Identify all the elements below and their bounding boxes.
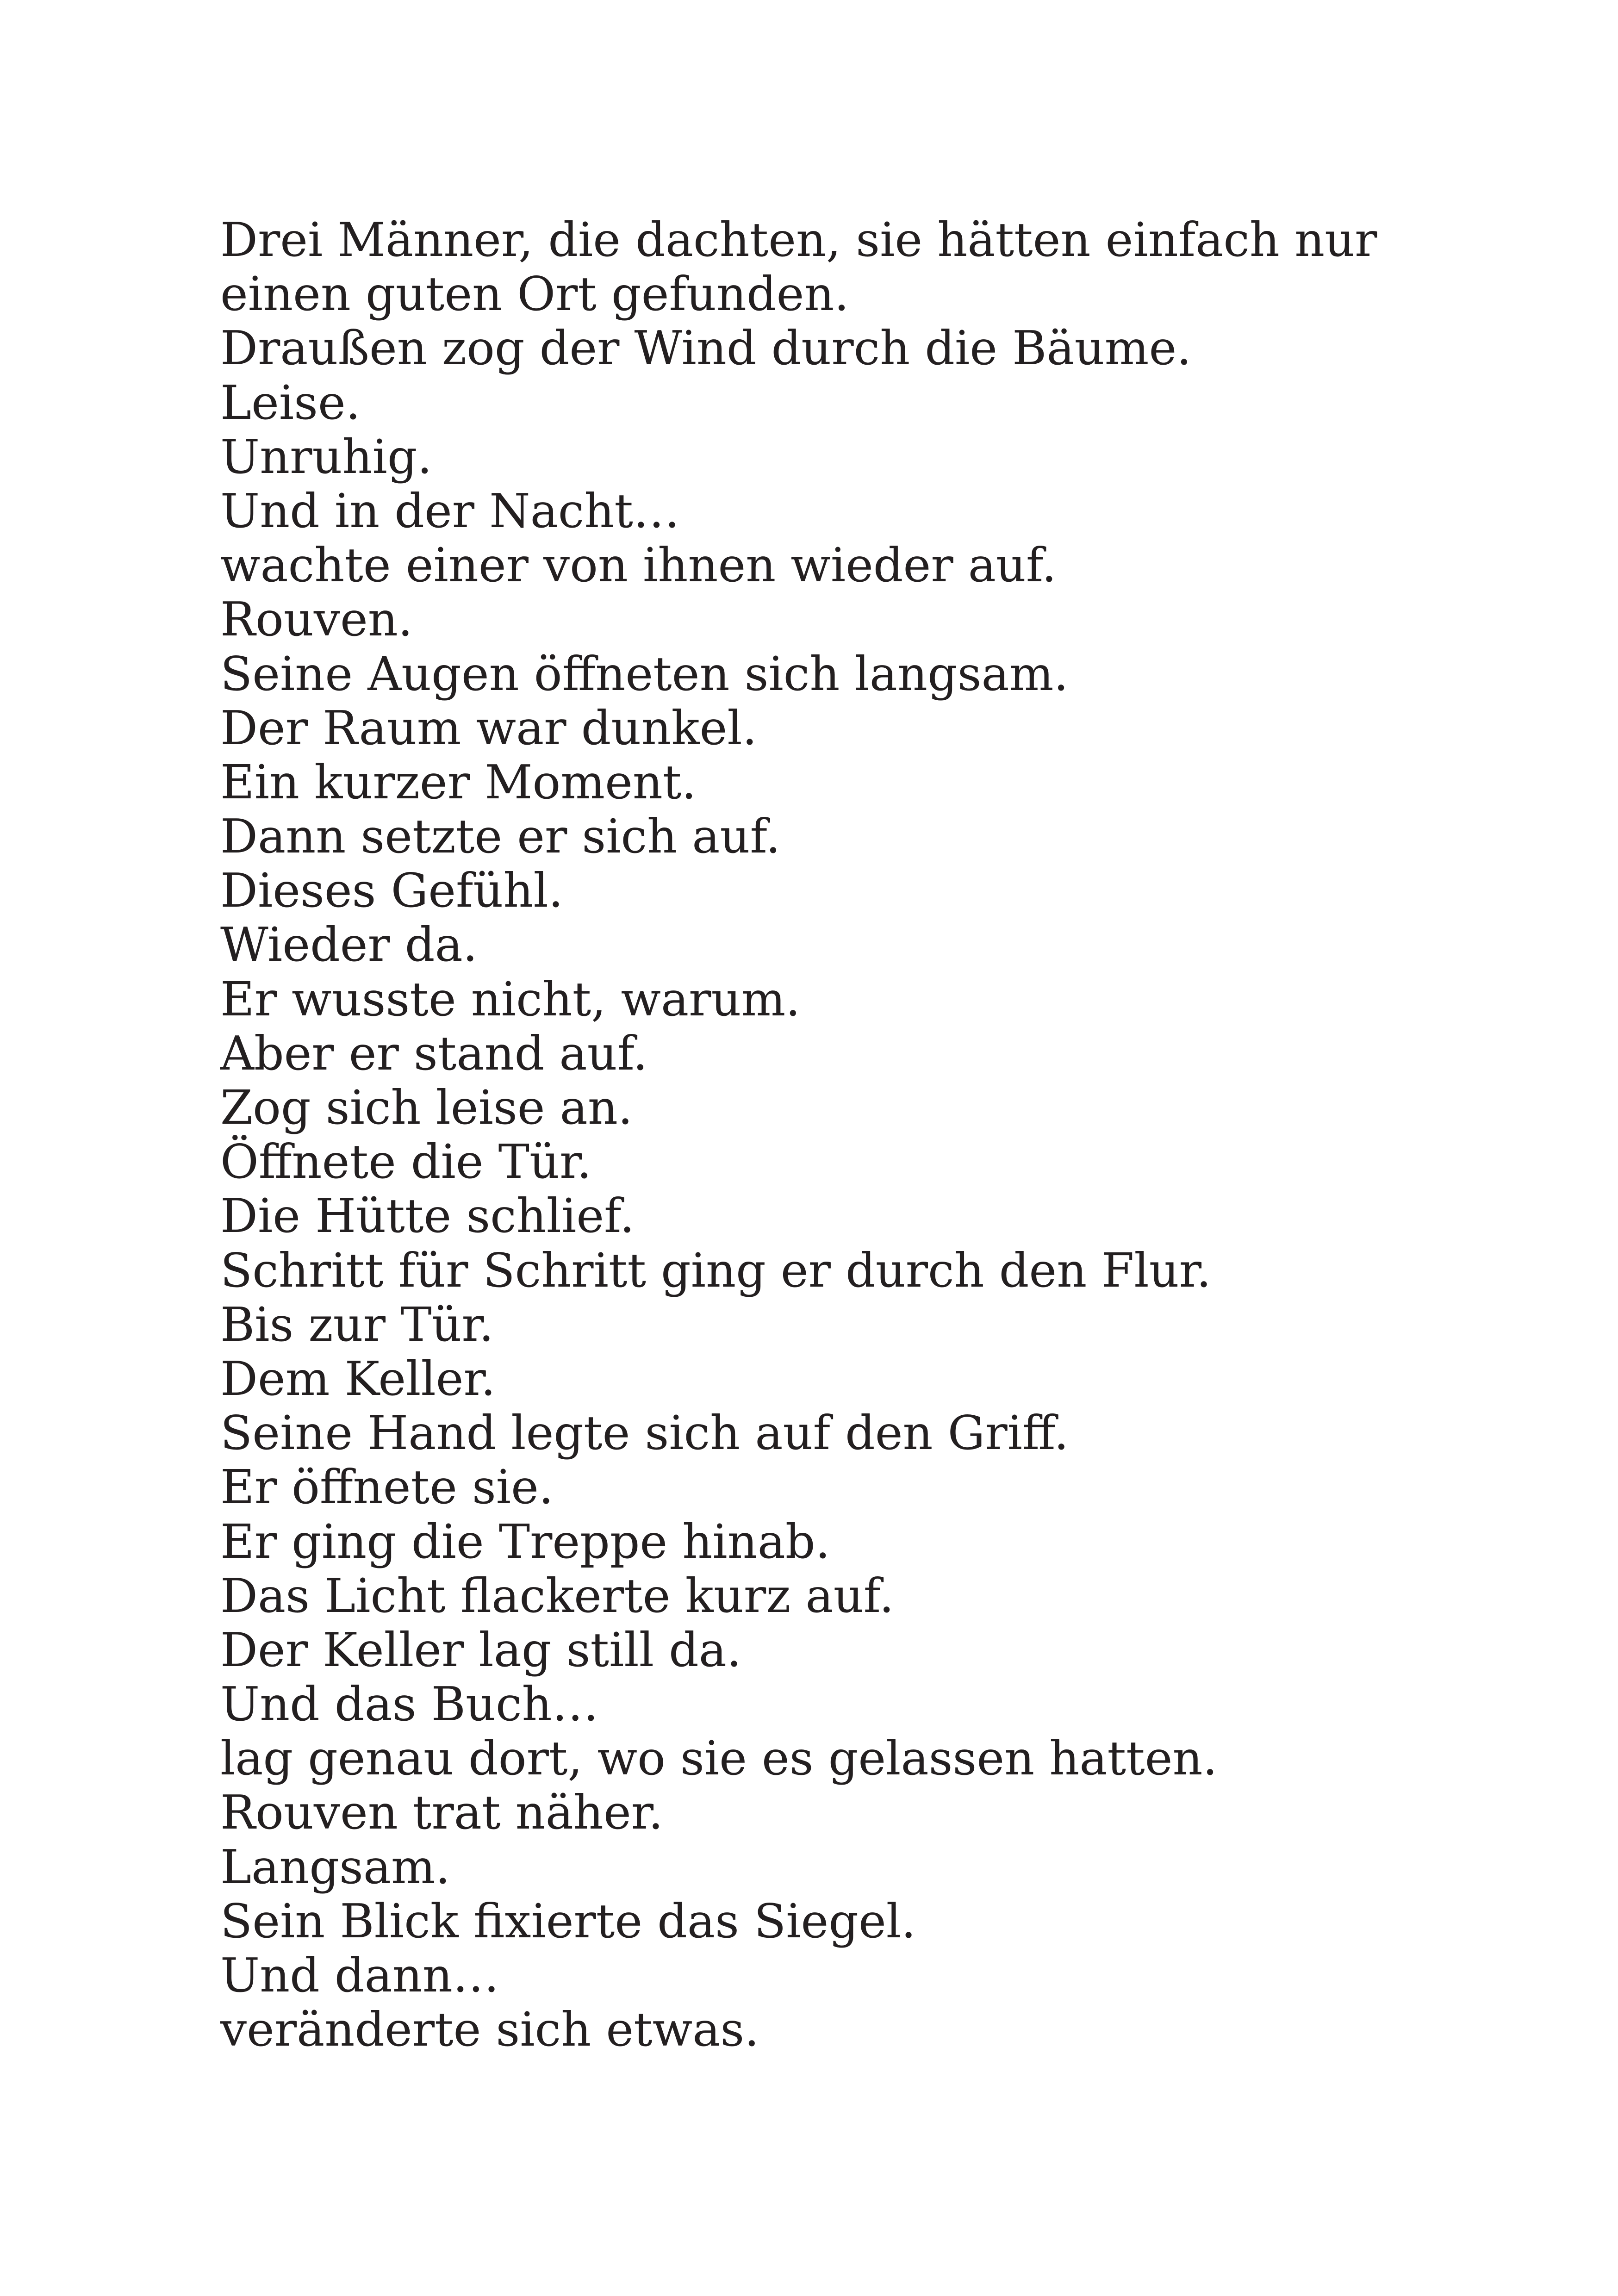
text-line: Öffnete die Tür. <box>220 1134 592 1189</box>
text-line: Aber er stand auf. <box>220 1026 648 1081</box>
text-line: Seine Augen öffneten sich langsam. <box>220 646 1069 701</box>
text-line: Sein Blick fixierte das Siegel. <box>220 1893 916 1948</box>
text-line: Das Licht flackerte kurz auf. <box>220 1568 894 1623</box>
text-line: Und dann… <box>220 1948 499 2003</box>
text-line: Die Hütte schlief. <box>220 1188 635 1244</box>
text-line: Rouven trat näher. <box>220 1785 664 1840</box>
text-line: Zog sich leise an. <box>220 1080 633 1135</box>
text-line: Unruhig. <box>220 429 432 484</box>
text-line: wachte einer von ihnen wieder auf. <box>220 538 1057 593</box>
text-line: Dem Keller. <box>220 1351 496 1406</box>
text-line: Der Keller lag still da. <box>220 1622 742 1677</box>
text-line: einen guten Ort gefunden. <box>220 267 849 322</box>
text-line: Er ging die Treppe hinab. <box>220 1514 830 1569</box>
text-line: Er öffnete sie. <box>220 1460 554 1515</box>
story-text <box>220 213 1470 2057</box>
text-line: lag genau dort, wo sie es gelassen hatten. <box>220 1731 1218 1786</box>
text-line: Der Raum war dunkel. <box>220 700 757 755</box>
text-line: Rouven. <box>220 592 413 647</box>
text-line: Leise. <box>220 375 361 430</box>
text-line: Dieses Gefühl. <box>220 863 563 918</box>
text-line: Wieder da. <box>220 917 478 972</box>
text-line: Bis zur Tür. <box>220 1297 494 1352</box>
text-line: Draußen zog der Wind durch die Bäume. <box>220 321 1192 376</box>
text-line: Drei Männer, die dachten, sie hätten einfach nur <box>220 212 1377 267</box>
text-line: Und in der Nacht… <box>220 483 680 538</box>
text-line: Und das Buch… <box>220 1677 599 1732</box>
text-line: Er wusste nicht, warum. <box>220 971 801 1027</box>
text-line: veränderte sich etwas. <box>220 2002 759 2057</box>
text-line: Ein kurzer Moment. <box>220 754 697 809</box>
text-line: Seine Hand legte sich auf den Griff. <box>220 1406 1069 1461</box>
text-line: Schritt für Schritt ging er durch den Flur. <box>220 1243 1212 1298</box>
text-line: Dann setzte er sich auf. <box>220 809 781 864</box>
text-line: Langsam. <box>220 1839 450 1894</box>
